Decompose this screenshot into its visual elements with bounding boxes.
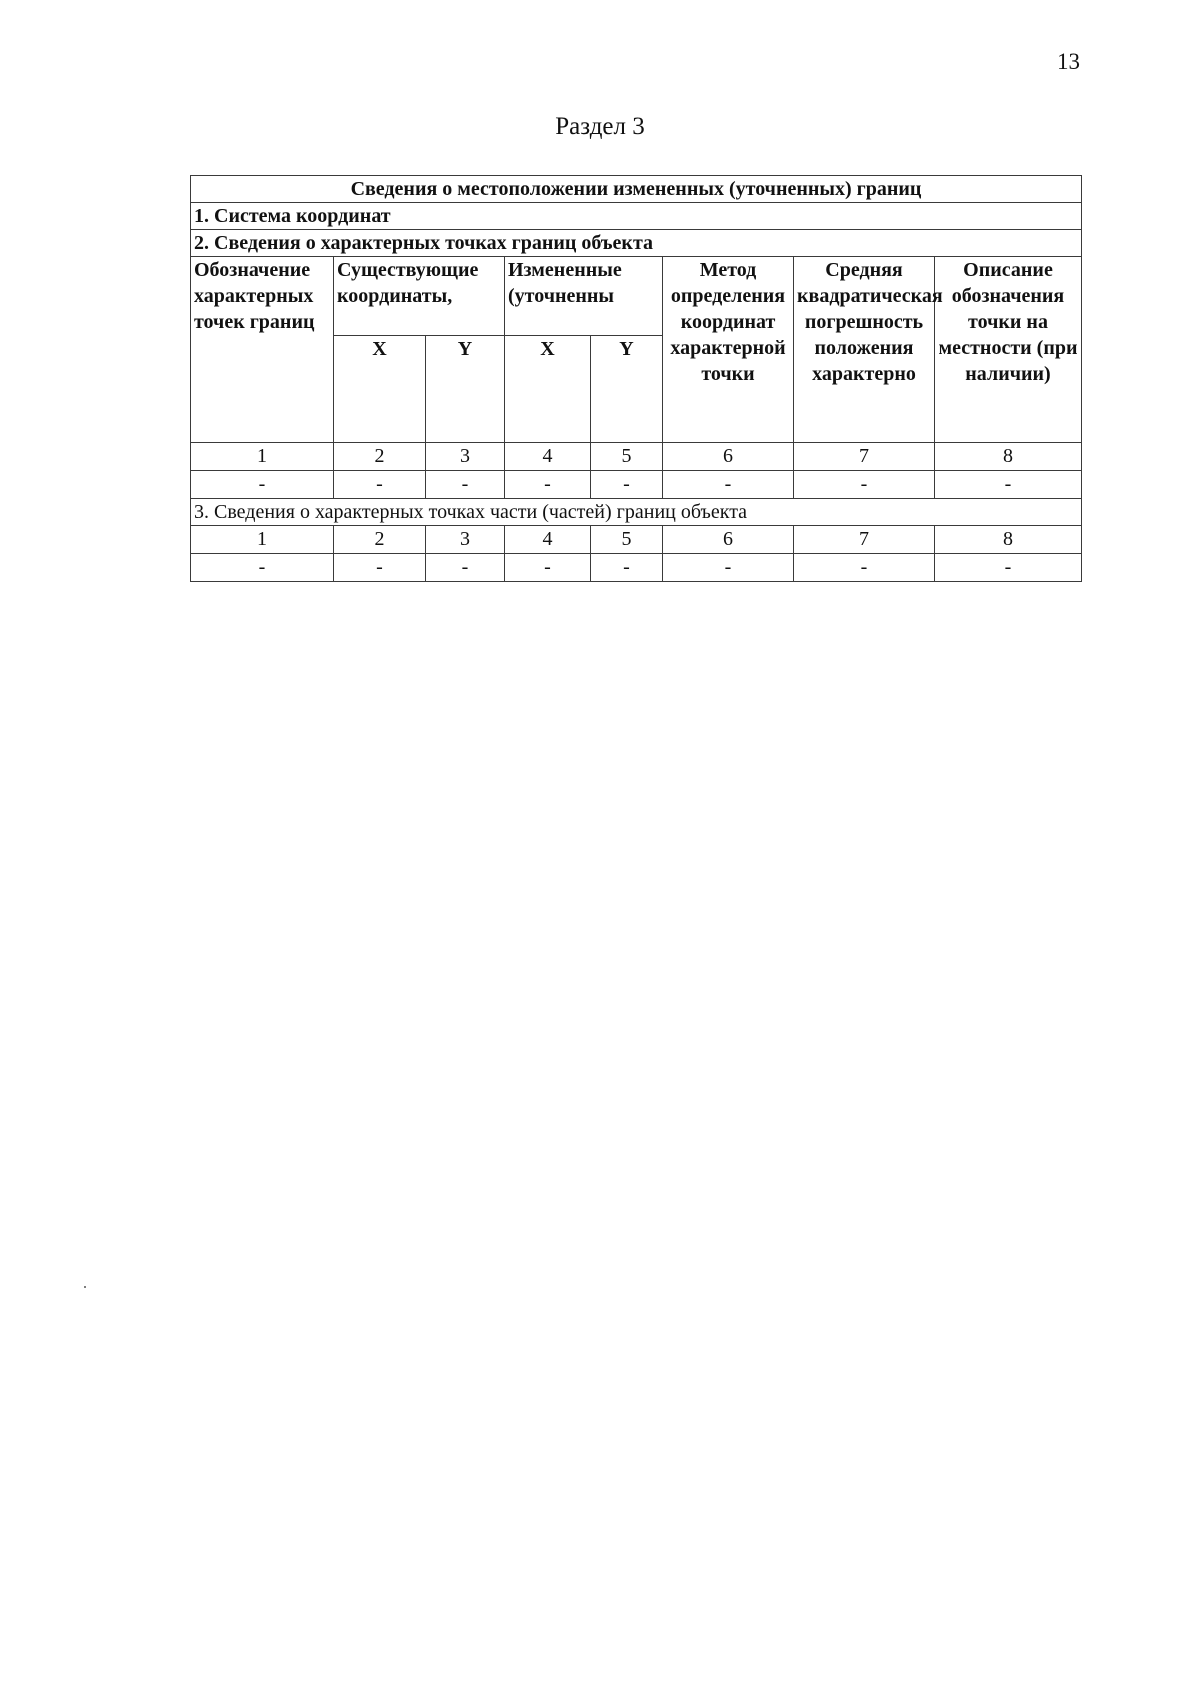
boundary-table (190, 175, 1082, 582)
header-changed-x: X (505, 336, 591, 443)
table-cell: - (191, 554, 334, 582)
table-cell: - (794, 471, 935, 499)
column-number: 7 (794, 526, 935, 554)
column-number: 2 (334, 526, 426, 554)
table-cell: - (426, 554, 505, 582)
column-number: 6 (663, 443, 794, 471)
header-existing-y: Y (426, 336, 505, 443)
header-method: Метод определения координат характерной точки (663, 257, 794, 443)
column-number: 8 (935, 526, 1082, 554)
table-cell: - (591, 471, 663, 499)
column-number: 1 (191, 526, 334, 554)
table-cell: - (663, 471, 794, 499)
column-number: 3 (426, 526, 505, 554)
table-cell: - (334, 471, 426, 499)
header-changed-y: Y (591, 336, 663, 443)
column-number: 5 (591, 443, 663, 471)
parts-points-heading: 3. Сведения о характерных точках части (частей) границ объекта (191, 499, 1082, 526)
page-number: 13 (1057, 49, 1080, 74)
column-number: 6 (663, 526, 794, 554)
table-cell: - (591, 554, 663, 582)
column-number: 3 (426, 443, 505, 471)
column-number: 4 (505, 526, 591, 554)
column-number: 8 (935, 443, 1082, 471)
section-title: Раздел 3 (555, 113, 645, 140)
header-existing-coordinates: Существующие координаты, (334, 257, 505, 336)
boundary-points-heading: 2. Сведения о характерных точках границ объекта (191, 230, 1082, 257)
table-cell: - (794, 554, 935, 582)
table-cell: - (505, 554, 591, 582)
scan-speck (84, 1286, 86, 1288)
table-cell: - (935, 471, 1082, 499)
table-cell: - (935, 554, 1082, 582)
header-point-description: Описание обозначения точки на местности (при наличии) (935, 257, 1082, 443)
header-existing-x: X (334, 336, 426, 443)
header-mean-square-error: Средняя квадратическая погрешность положения характерно (794, 257, 935, 443)
table-cell: - (505, 471, 591, 499)
column-number: 5 (591, 526, 663, 554)
table-cell: - (426, 471, 505, 499)
table-cell: - (191, 471, 334, 499)
header-point-designation: Обозначение характерных точек границ (191, 257, 334, 443)
coordinate-system-row: 1. Система координат (191, 203, 1082, 230)
column-number: 7 (794, 443, 935, 471)
table-cell: - (663, 554, 794, 582)
header-changed-coordinates: Измененные (уточненны (505, 257, 663, 336)
table-title: Сведения о местоположении измененных (уточненных) границ (191, 176, 1082, 203)
column-number: 2 (334, 443, 426, 471)
column-number: 4 (505, 443, 591, 471)
table-cell: - (334, 554, 426, 582)
column-number: 1 (191, 443, 334, 471)
